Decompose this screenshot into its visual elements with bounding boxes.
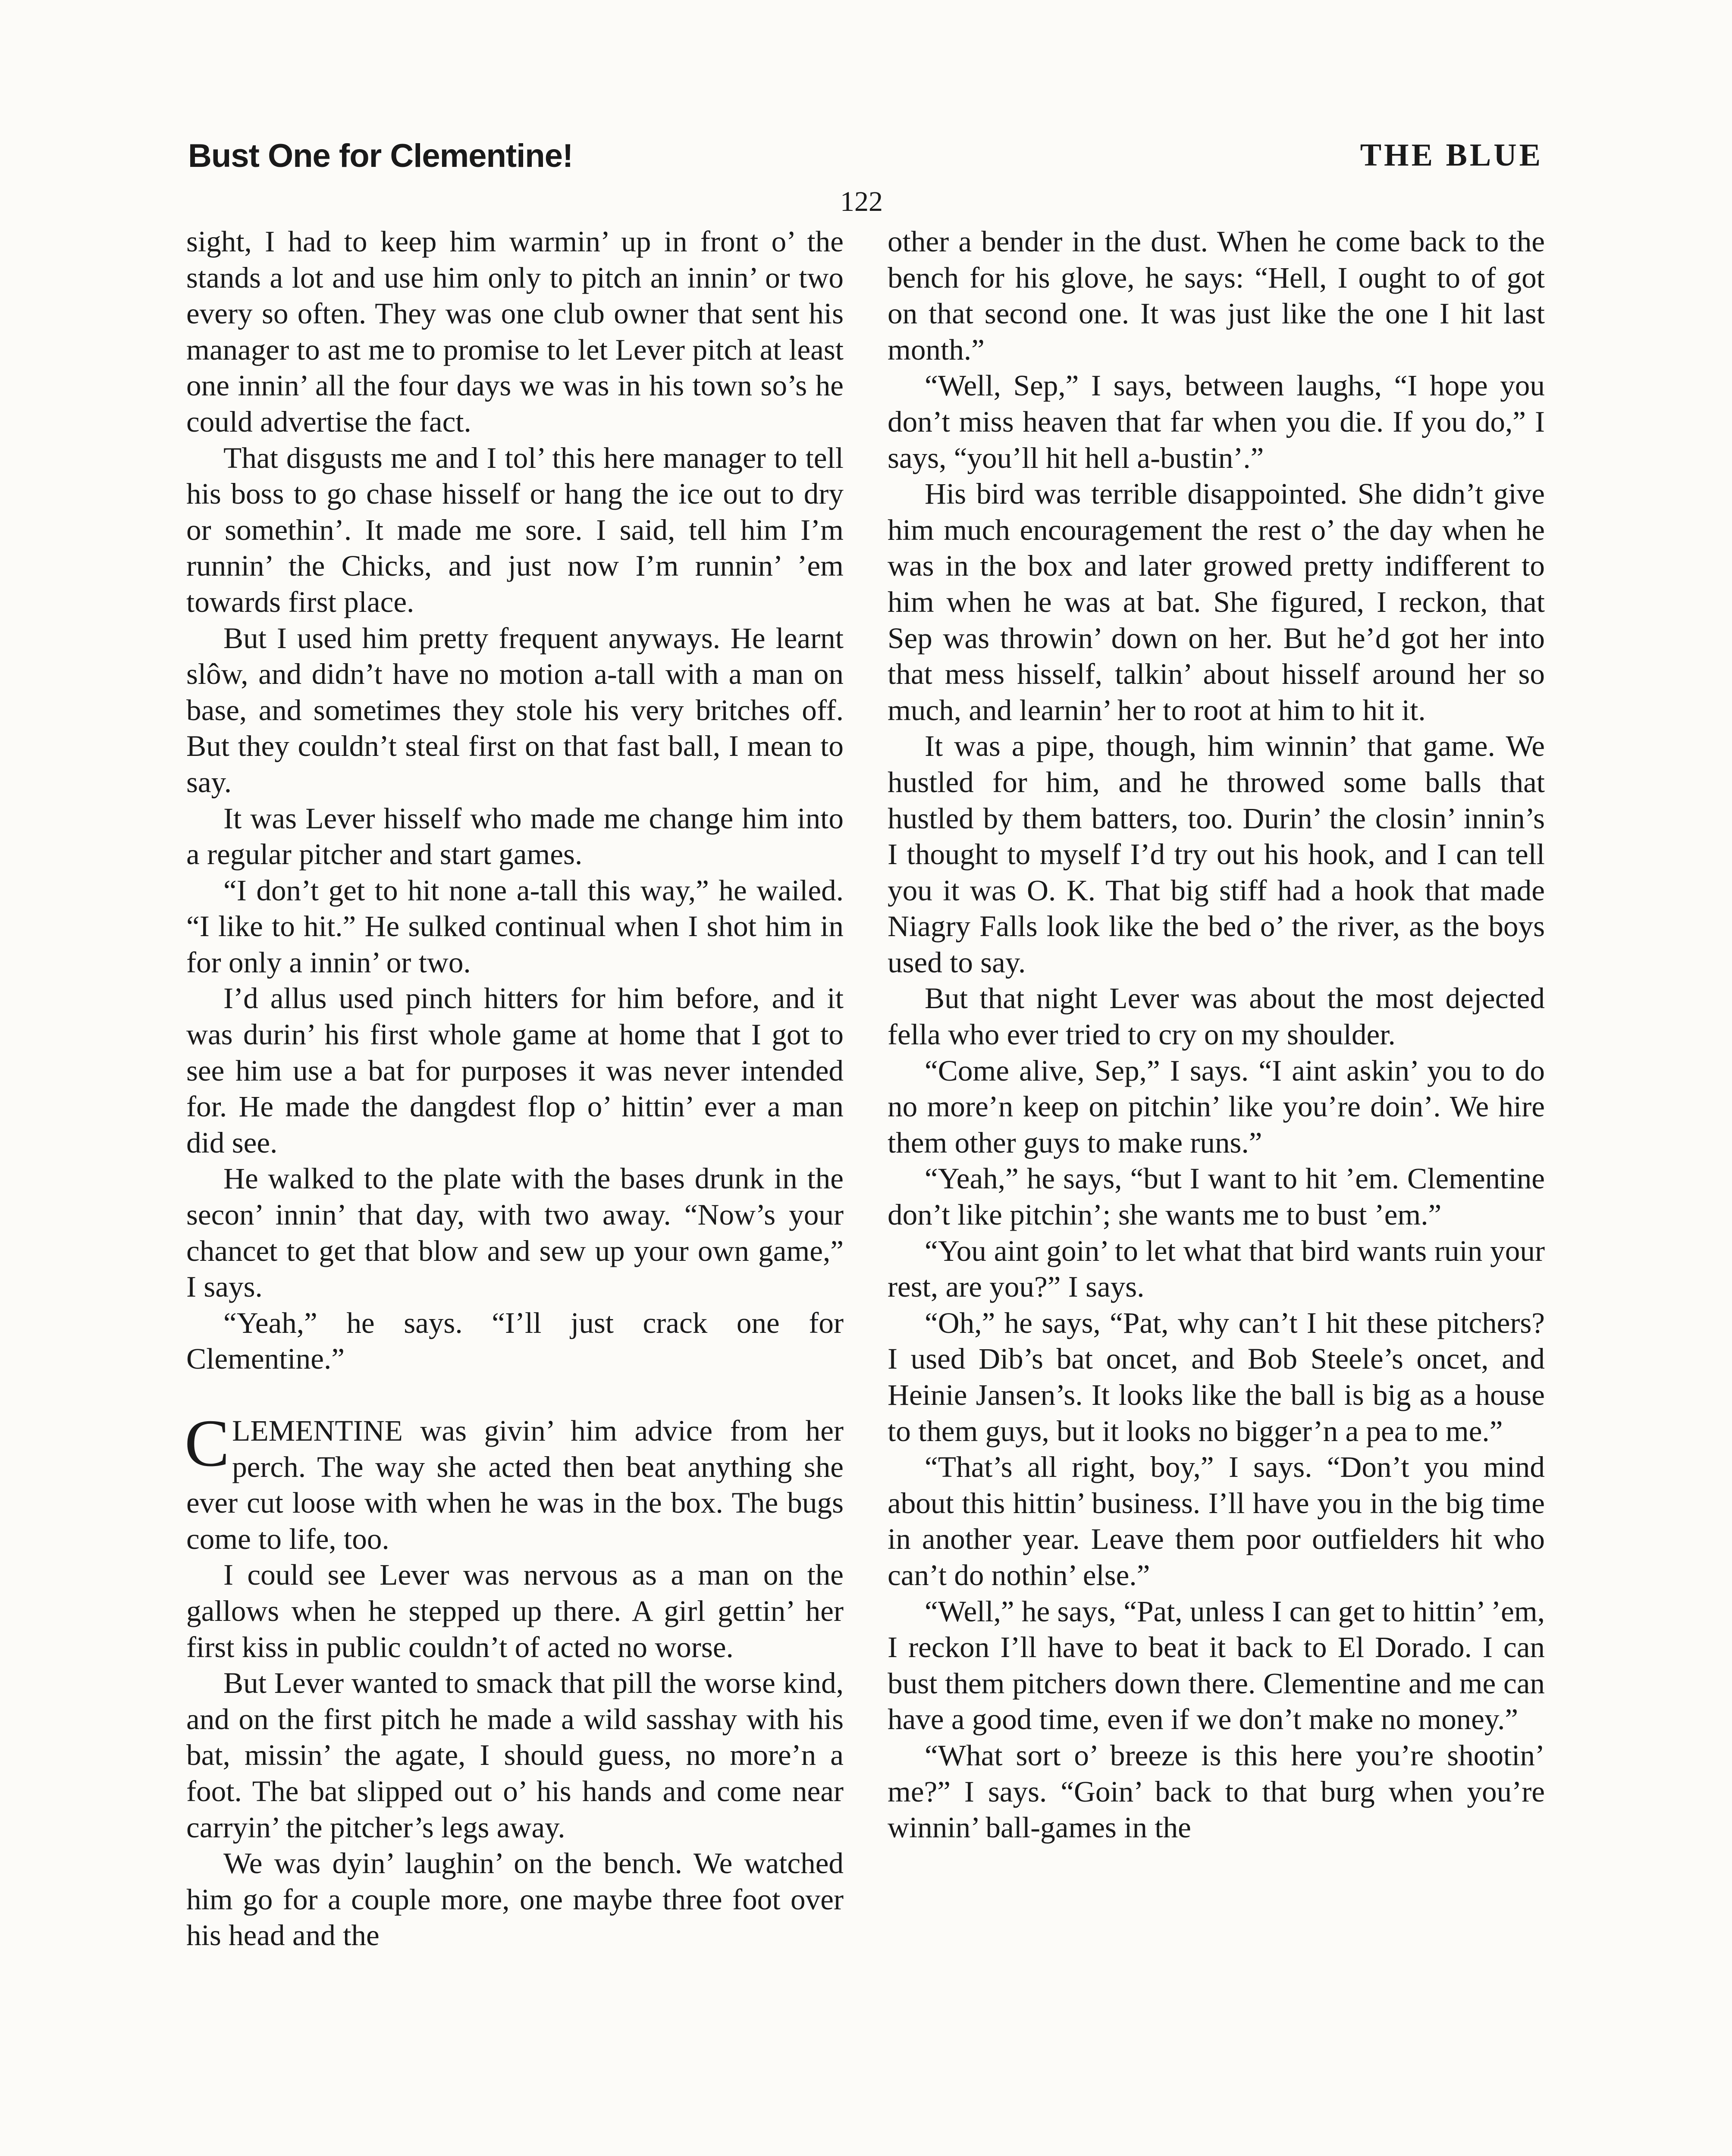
paragraph: I could see Lever was nervous as a man on the gallows when he stepped up there. A girl gettin’ her first kiss in public couldn’t of acted no worse.	[186, 1558, 844, 1664]
paragraph: That disgusts me and I tol’ this here manager to tell his boss to go chase hisself or hang the ice out to dry or somethin’. It made me sore. I said, tell him I’m runnin’ the Chicks, and just now I’m runnin’ ’em towards first place.	[186, 441, 844, 618]
paragraph: “Yeah,” he says, “but I want to hit ’em. Clementine don’t like pitchin’; she wants me to bust ’em.”	[888, 1162, 1545, 1232]
paragraph: “Yeah,” he says. “I’ll just crack one for Clementine.”	[186, 1306, 844, 1376]
left-column	[186, 223, 844, 1953]
section-start-text: LEMENTINE was givin’ him advice from her perch. The way she acted then beat anything she ever cut loose with when he was in the box. The bugs come to life, too.	[186, 1414, 844, 1555]
paragraph: We was dyin’ laughin’ on the bench. We watched him go for a couple more, one maybe three foot over his head and the	[186, 1846, 844, 1952]
paragraph: “Well,” he says, “Pat, unless I can get to hittin’ ’em, I reckon I’ll have to beat it back to El Dorado. I can bust them pitchers down there. Clementine and me can have a good time, even if we don’t make no money.”	[888, 1594, 1545, 1736]
paragraph: “Come alive, Sep,” I says. “I aint askin’ you to do no more’n keep on pitchin’ like you’re doin’. We hire them other guys to make runs.”	[888, 1053, 1545, 1159]
paragraph: It was Lever hisself who made me change him into a regular pitcher and start games.	[186, 801, 844, 871]
right-column	[888, 223, 1545, 1846]
drop-cap: C	[185, 1406, 230, 1480]
paragraph: It was a pipe, though, him winnin’ that game. We hustled for him, and he throwed some balls that hustled by them batters, too. Durin’ the closin’ innin’s I thought to myself I’d try out his hook, and I can tell you it was O. K. That big stiff had a hook that made Niagry Falls look like the bed o’ the river, as the boys used to say.	[888, 729, 1545, 979]
magazine-name: THE BLUE	[1360, 138, 1543, 173]
paragraph: “You aint goin’ to let what that bird wants ruin your rest, are you?” I says.	[888, 1234, 1545, 1304]
paragraph: other a bender in the dust. When he come back to the bench for his glove, he says: “Hell, I ought to of got on that second one. It was just like the one I hit last month.”	[888, 225, 1545, 366]
paragraph: His bird was terrible disappointed. She didn’t give him much encouragement the rest o’ the day when he was in the box and later growed pretty indifferent to him when he was at bat. She figured, I reckon, that Sep was throwin’ down on her. But he’d got her into that mess hisself, talkin’ about hisself around her so much, and learnin’ her to root at him to hit it.	[888, 477, 1545, 727]
page-number: 122	[840, 186, 883, 217]
paragraph: “Well, Sep,” I says, between laughs, “I hope you don’t miss heaven that far when you die. If you do,” I says, “you’ll hit hell a-bustin’.”	[888, 369, 1545, 474]
paragraph: He walked to the plate with the bases drunk in the secon’ innin’ that day, with two away. “Now’s your chancet to get that blow and sew up your own game,” I says.	[186, 1162, 844, 1304]
section-start-paragraph	[185, 1406, 844, 1557]
story-title: Bust One for Clementine!	[188, 138, 573, 174]
paragraph: I’d allus used pinch hitters for him before, and it was durin’ his first whole game at home that I got to see him use a bat for purposes it was never intended for. He made the dangdest flop o’ hittin’ ever a man did see.	[186, 981, 844, 1159]
paragraph: sight, I had to keep him warmin’ up in front o’ the stands a lot and use him only to pitch an innin’ or two every so often. They was one club owner that sent his manager to ast me to promise to let Lever pitch at least one innin’ all the four days we was in his town so’s he could advertise the fact.	[186, 225, 844, 438]
paragraph: But I used him pretty frequent anyways. He learnt slôw, and didn’t have no motion a-tall with a man on base, and sometimes they stole his very britches off. But they couldn’t steal first on that fast ball, I mean to say.	[186, 621, 844, 799]
paragraph: “That’s all right, boy,” I says. “Don’t you mind about this hittin’ business. I’ll have you in the big time in another year. Leave them poor outfielders hit who can’t do nothin’ else.”	[888, 1450, 1545, 1592]
paragraph: “What sort o’ breeze is this here you’re shootin’ me?” I says. “Goin’ back to that burg when you’re winnin’ ball-games in the	[888, 1738, 1545, 1844]
paragraph: But that night Lever was about the most dejected fella who ever tried to cry on my shoulder.	[888, 981, 1545, 1051]
paragraph: “I don’t get to hit none a-tall this way,” he wailed. “I like to hit.” He sulked continual when I shot him in for only a innin’ or two.	[186, 873, 844, 979]
paragraph: But Lever wanted to smack that pill the worse kind, and on the first pitch he made a wild sasshay with his bat, missin’ the agate, I should guess, no more’n a foot. The bat slipped out o’ his hands and come near carryin’ the pitcher’s legs away.	[186, 1666, 844, 1844]
paragraph: “Oh,” he says, “Pat, why can’t I hit these pitchers? I used Dib’s bat oncet, and Bob Steele’s oncet, and Heinie Jansen’s. It looks like the ball is big as a house to them guys, but it looks no bigger’n a pea to me.”	[888, 1306, 1545, 1448]
